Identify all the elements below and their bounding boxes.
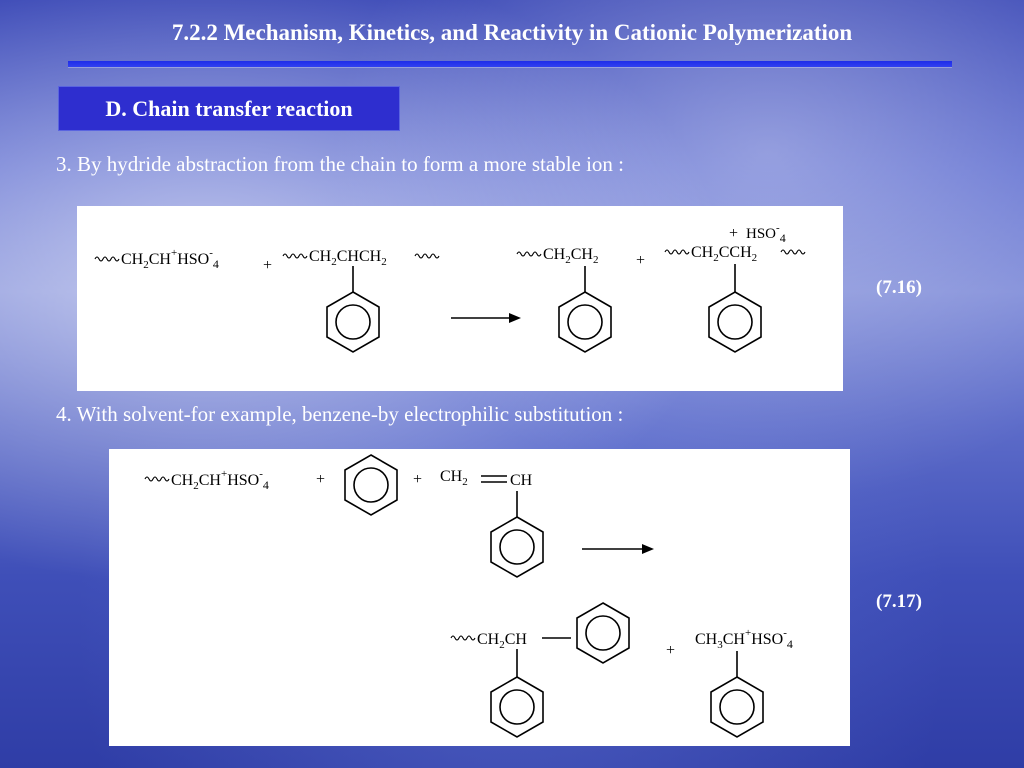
r1-plus-2: + xyxy=(636,252,646,269)
reaction-7-17-panel xyxy=(109,449,850,746)
point-3-text: 3. By hydride abstraction from the chain to form a more stable ion : xyxy=(56,152,625,176)
equation-number-7-17: (7.17) xyxy=(876,591,922,612)
r2-product-1: $CH_2CH$ xyxy=(477,631,527,651)
r2-plus-3: + xyxy=(666,642,676,659)
reaction-7-16-panel xyxy=(77,206,843,391)
r2-reactant-1: $CH_2CH^+HSO^-_4$ xyxy=(171,468,269,492)
r1-reactant-2: $CH_2CHCH_2$ xyxy=(309,248,387,268)
r1-reactant-1: $CH_2CH^+HSO^-_4$ xyxy=(121,247,219,271)
r2-monomer-right: CH xyxy=(510,472,533,489)
r2-monomer-left: $CH_2$ xyxy=(440,468,468,488)
r1-product-1: $CH_2CH_2$ xyxy=(543,246,599,266)
r2-plus-1: + xyxy=(316,471,326,488)
r1-plus-1: + xyxy=(263,257,273,274)
title-underline xyxy=(68,61,952,67)
r1-plus-charge: + xyxy=(729,225,739,242)
r1-counterion: $HSO^-_4$ xyxy=(746,222,786,245)
point-4-text: 4. With solvent-for example, benzene-by electrophilic substitution : xyxy=(56,402,624,426)
r2-plus-2: + xyxy=(413,471,423,488)
reaction-7-17-diagram xyxy=(109,449,850,746)
r2-product-2: $CH_3CH^+HSO^-_4$ xyxy=(695,627,793,651)
reaction-7-16-diagram xyxy=(77,206,843,391)
r1-product-2: $CH_2CCH_2$ xyxy=(691,244,758,264)
equation-number-7-16: (7.16) xyxy=(876,277,922,298)
slide-title: 7.2.2 Mechanism, Kinetics, and Reactivity in Cationic Polymerization xyxy=(171,20,853,45)
section-heading: D. Chain transfer reaction xyxy=(58,86,400,131)
